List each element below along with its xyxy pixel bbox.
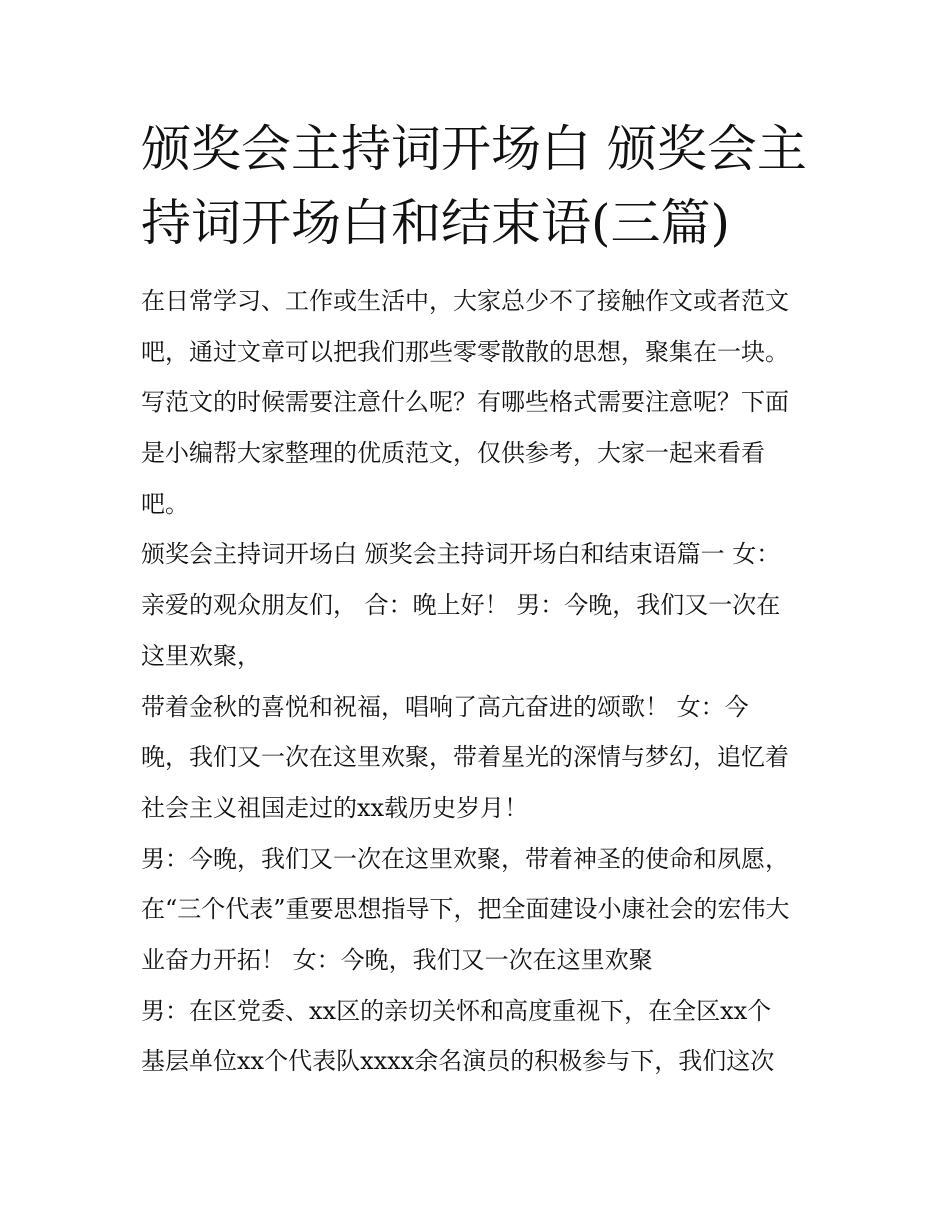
document-body bbox=[141, 276, 821, 1087]
body-line: 吧，通过文章可以把我们那些零零散散的思想，聚集在一块。 bbox=[141, 337, 789, 366]
title-line: 颁奖会主持词开场白 颁奖会主 bbox=[141, 120, 807, 178]
body-line: 写范文的时候需要注意什么呢？有哪些格式需要注意呢？下面 bbox=[141, 388, 789, 417]
body-line: 男：在区党委、xx区的亲切关怀和高度重视下，在全区xx个 bbox=[141, 996, 772, 1025]
body-line: 社会主义祖国走过的xx载历史岁月！ bbox=[141, 793, 529, 822]
body-line: 亲爱的观众朋友们， 合：晚上好！ 男：今晚，我们又一次在 bbox=[141, 591, 781, 620]
body-line: 在“三个代表”重要思想指导下，把全面建设小康社会的宏伟大 bbox=[141, 895, 790, 924]
body-line: 吧。 bbox=[141, 489, 189, 518]
body-line: 晚，我们又一次在这里欢聚，带着星光的深情与梦幻，追忆着 bbox=[141, 743, 789, 772]
document-title bbox=[141, 112, 821, 260]
body-line: 男：今晚，我们又一次在这里欢聚，带着神圣的使命和夙愿， bbox=[141, 844, 789, 873]
body-line: 是小编帮大家整理的优质范文，仅供参考，大家一起来看看 bbox=[141, 439, 765, 468]
title-line: 持词开场白和结束语(三篇) bbox=[141, 194, 731, 252]
body-line: 在日常学习、工作或生活中，大家总少不了接触作文或者范文 bbox=[141, 287, 789, 315]
body-line: 这里欢聚， bbox=[141, 641, 261, 670]
body-line: 基层单位xx个代表队xxxx余名演员的积极参与下，我们这次 bbox=[141, 1047, 775, 1076]
body-line: 颁奖会主持词开场白 颁奖会主持词开场白和结束语篇一 女： bbox=[141, 540, 781, 569]
body-line: 带着金秋的喜悦和祝福，唱响了高亢奋进的颂歌！ 女：今 bbox=[141, 692, 749, 721]
body-line: 业奋力开拓！ 女：今晚，我们又一次在这里欢聚 bbox=[141, 945, 653, 974]
